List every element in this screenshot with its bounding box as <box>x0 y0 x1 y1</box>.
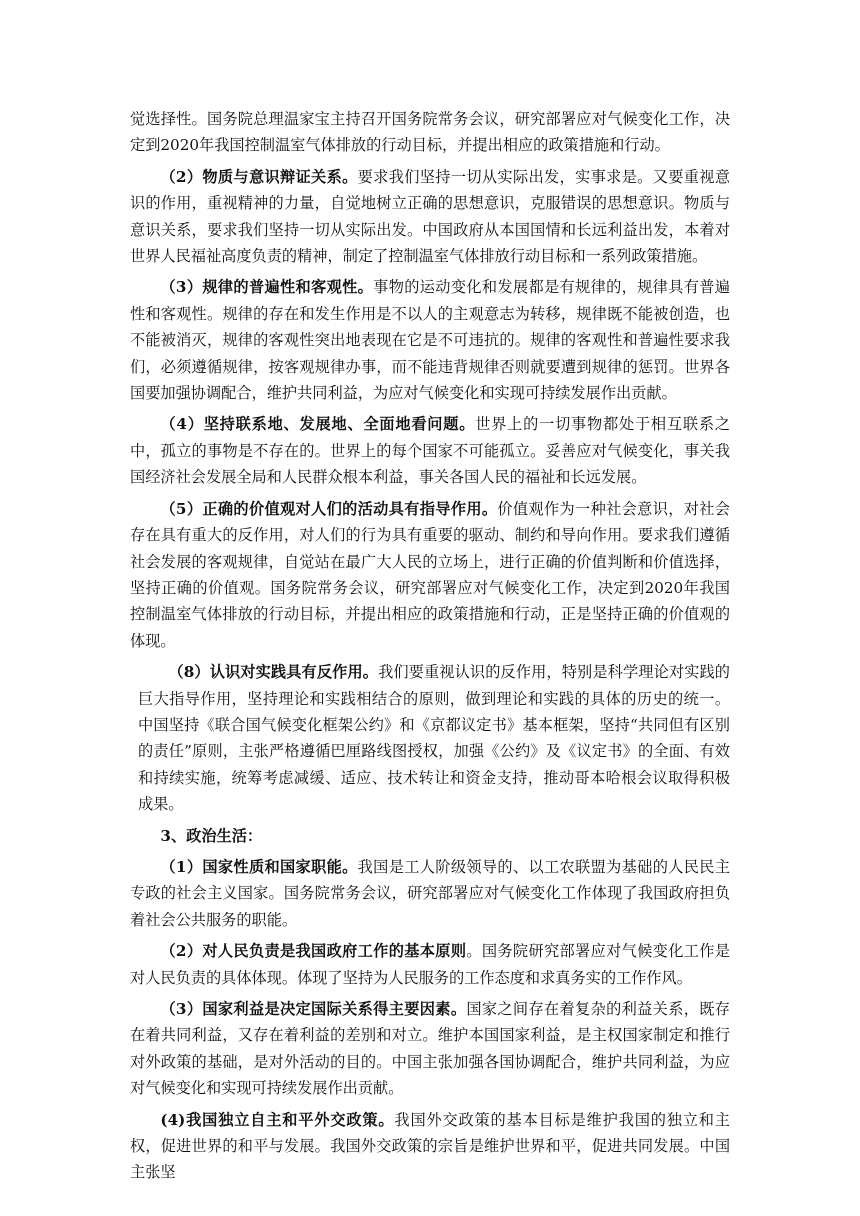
paragraph-heading: （3）规律的普遍性和客观性。 <box>160 278 374 297</box>
paragraph-heading: （3）国家利益是决定国际关系得主要因素。 <box>160 1000 467 1018</box>
paragraph-text: 我国外交政策的基本目标是维护我国的独立和主权，促进世界的和平与发展。我国外交政策的宗旨是维护世界和平，促进共同发展。中国主张坚 <box>130 1110 730 1182</box>
paragraph-heading: （1）国家性质和国家职能。 <box>160 857 358 876</box>
paragraph-heading: （4）坚持联系地、发展地、全面地看问题。 <box>160 415 476 434</box>
paragraph-cognition-practice <box>130 659 730 817</box>
paragraph-continuation <box>130 106 730 159</box>
paragraph-matter-consciousness <box>130 164 730 270</box>
paragraph-national-interest <box>130 996 730 1102</box>
section-heading-political-life <box>130 823 730 849</box>
paragraph-heading: （2）物质与意识辩证关系。 <box>160 167 358 186</box>
paragraph-text: 我国是工人阶级领导的、以工农联盟为基础的人民民主专政的社会主义国家。国务院常务会议，研究部署应对气候变化工作体现了我国政府担负着社会公共服务的职能。 <box>130 857 731 929</box>
paragraph-heading: （8）认识对实践具有反作用。 <box>168 663 379 682</box>
paragraph-foreign-policy <box>130 1107 730 1186</box>
paragraph-heading: （2）对人民负责是我国政府工作的基本原则 <box>160 942 467 961</box>
paragraph-text: 世界上的一切事物都处于相互联系之中，孤立的事物是不存在的。世界上的每个国家不可能孤立。妥善应对气候变化，事关我国经济社会发展全局和人民群众根本利益，事关各国人民的福祉和长远发展。 <box>130 415 730 487</box>
paragraph-values <box>130 496 730 654</box>
paragraph-text: 。国务院研究部署应对气候变化工作是对人民负责的具体体现。体现了坚持为人民服务的工作态度和求真务实的工作作风。 <box>130 942 730 987</box>
paragraph-heading: （5）正确的价值观对人们的活动具有指导作用。 <box>160 499 498 518</box>
paragraph-heading: (4)我国独立自主和平外交政策。 <box>160 1110 395 1129</box>
paragraph-text: 觉选择性。国务院总理温家宝主持召开国务院常务会议，研究部署应对气候变化工作，决定到2020年我国控制温室气体排放的行动目标，并提出相应的政策措施和行动。 <box>130 110 730 155</box>
paragraph-text: 我们要重视认识的反作用，特别是科学理论对实践的巨大指导作用，坚持理论和实践相结合的原则，做到理论和实践的具体的历史的统一。中国坚持《联合国气候变化框架公约》和《京都议定书》基本框架，坚持“共同但有区别的责任”原则，主张严格遵循巴厘路线图授权，加强《公约》及《议定书》的全面、有效和持续实施，统筹考虑减缓、适应、技术转让和资金支持，推动哥本哈根会议取得积极成果。 <box>138 663 730 814</box>
document-page <box>130 106 730 1186</box>
paragraph-law-objectivity <box>130 274 730 406</box>
paragraph-text: 要求我们坚持一切从实际出发，实事求是。又要重视意识的作用，重视精神的力量，自觉地树立正确的思想意识，克服错误的思想意识。物质与意识关系，要求我们坚持一切从实际出发。中国政府从本国国情和长远利益出发，本着对世界人民福祉高度负责的精神，制定了控制温室气体排放行动目标和一系列政策措施。 <box>130 167 731 266</box>
paragraph-state-nature <box>130 854 730 933</box>
paragraph-responsibility <box>130 938 730 991</box>
paragraph-connection-development <box>130 411 730 490</box>
paragraph-text: 事物的运动变化和发展都是有规律的，规律具有普遍性和客观性。规律的存在和发生作用是不以人的主观意志为转移，规律既不能被创造，也不能被消灭，规律的客观性突出地表现在它是不可违抗的。规律的客观性和普遍性要求我们，必须遵循规律，按客观规律办事，而不能违背规律否则就要遭到规律的惩罚。世界各国要加强协调配合，维护共同利益，为应对气候变化和实现可持续发展作出贡献。 <box>130 278 730 403</box>
section-heading: 3、政治生活： <box>160 826 263 845</box>
paragraph-text: 国家之间存在着复杂的利益关系，既存在着共同利益，又存在着利益的差别和对立。维护本国国家利益，是主权国家制定和推行对外政策的基础，是对外活动的目的。中国主张加强各国协调配合，维护共同利益，为应对气候变化和实现可持续发展作出贡献。 <box>130 1000 730 1098</box>
paragraph-text: 价值观作为一种社会意识，对社会存在具有重大的反作用，对人们的行为具有重要的驱动、制约和导向作用。要求我们遵循社会发展的客观规律，自觉站在最广大人民的立场上，进行正确的价值判断和价值选择，坚持正确的价值观。国务院常务会议，研究部署应对气候变化工作，决定到2020年我国控制温室气体排放的行动目标，并提出相应的政策措施和行动，正是坚持正确的价值观的体现。 <box>130 499 730 650</box>
